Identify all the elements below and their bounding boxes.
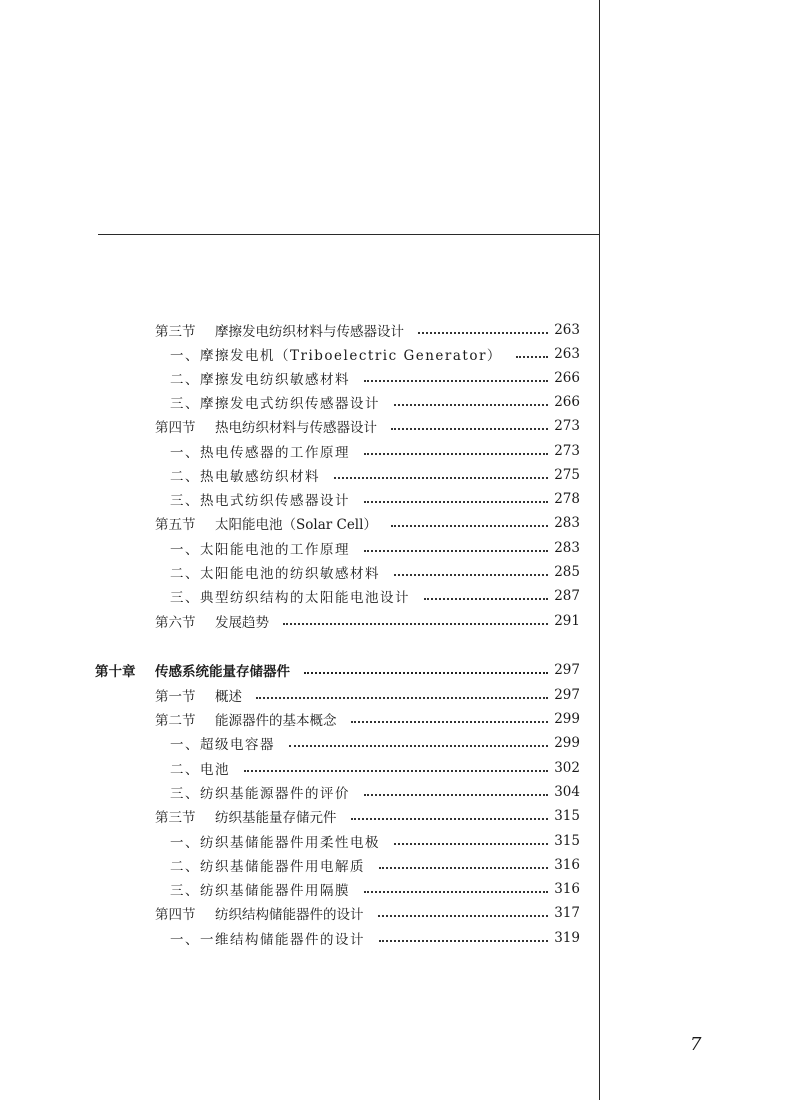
toc-section-entry [155,707,580,731]
section-number: 第三节 [155,810,196,826]
chapter-title: 传感系统能量存储器件 [155,664,290,680]
entry-title: 概述 [215,689,242,705]
entry-title: 一、太阳能电池的工作原理 [170,542,350,558]
chapter-number: 第十章 [95,664,136,680]
toc-subsection-entry [170,463,580,487]
page-number: 275 [554,467,580,483]
page-number: 273 [554,443,580,459]
entry-title: 一、超级电容器 [170,737,275,753]
entry-title: 太阳能电池（Solar Cell） [215,517,377,533]
page-number: 315 [554,808,580,824]
toc-subsection-entry [170,780,580,804]
dot-leader [516,354,548,358]
entry-title: 三、典型纺织结构的太阳能电池设计 [170,590,410,606]
entry-title: 二、热电敏感纺织材料 [170,469,320,485]
section-number: 第四节 [155,420,196,436]
page-number: 319 [554,930,580,946]
entry-title: 二、太阳能电池的纺织敏感材料 [170,566,380,582]
entry-title: 一、热电传感器的工作原理 [170,445,350,461]
dot-leader [334,475,548,479]
entry-title: 一、摩擦发电机（Triboelectric Generator） [170,348,502,364]
horizontal-rule [98,234,600,235]
toc-section-entry [155,414,580,438]
page-number: 285 [554,564,580,580]
toc-section-entry [155,683,580,707]
dot-leader [351,816,549,820]
section-number: 第六节 [155,615,196,631]
section-number: 第五节 [155,517,196,533]
toc-subsection-entry [170,439,580,463]
toc-subsection-entry [170,487,580,511]
page-number: 316 [554,881,580,897]
toc-subsection-entry [170,926,580,950]
page-number: 297 [554,687,580,703]
entry-title: 二、电池 [170,762,230,778]
entry-title: 发展趋势 [215,615,269,631]
section-number: 第二节 [155,713,196,729]
toc-subsection-entry [170,342,580,366]
page-number: 315 [554,833,580,849]
entry-title: 三、纺织基储能器件用隔膜 [170,883,350,899]
page-number: 283 [554,540,580,556]
page-number: 299 [554,735,580,751]
toc-subsection-entry [170,756,580,780]
entry-title: 三、摩擦发电式纺织传感器设计 [170,396,380,412]
page-number: 299 [554,711,580,727]
page-number: 316 [554,857,580,873]
dot-leader [418,330,548,334]
toc-subsection-entry [170,366,580,390]
dot-leader [304,670,548,674]
dot-leader [364,889,548,893]
toc-subsection-entry [170,829,580,853]
entry-title: 一、纺织基储能器件用柔性电极 [170,835,380,851]
dot-leader [391,426,548,430]
dot-leader [378,913,549,917]
page-number: 297 [554,662,580,678]
dot-leader [379,938,548,942]
page-folio: 7 [690,1034,702,1055]
dot-leader [394,402,548,406]
entry-title: 纺织基能量存储元件 [215,810,337,826]
entry-title: 一、一维结构储能器件的设计 [170,932,365,948]
toc-subsection-entry [170,853,580,877]
dot-leader [379,865,548,869]
dot-leader [364,792,548,796]
page-number: 317 [554,905,580,921]
dot-leader [364,451,548,455]
page-number: 304 [554,784,580,800]
dot-leader [391,523,548,527]
entry-title: 三、热电式纺织传感器设计 [170,493,350,509]
entry-title: 三、纺织基能源器件的评价 [170,786,350,802]
toc-subsection-entry [170,390,580,414]
entry-title: 摩擦发电纺织材料与传感器设计 [215,324,404,340]
dot-leader [283,621,548,625]
page-number: 287 [554,588,580,604]
dot-leader [424,596,548,600]
toc-subsection-entry [170,877,580,901]
dot-leader [244,768,548,772]
vertical-rule [599,0,600,1100]
entry-title: 纺织结构储能器件的设计 [215,907,364,923]
toc-section-entry [155,511,580,535]
dot-leader [394,572,548,576]
dot-leader [364,499,548,503]
page-number: 283 [554,515,580,531]
toc-subsection-entry [170,731,580,755]
section-number: 第四节 [155,907,196,923]
section-number: 第三节 [155,324,196,340]
toc-subsection-entry [170,560,580,584]
page-number: 302 [554,760,580,776]
toc-subsection-entry [170,584,580,608]
dot-leader [256,695,548,699]
dot-leader [351,719,549,723]
page-number: 263 [554,322,580,338]
page-number: 266 [554,370,580,386]
entry-title: 能源器件的基本概念 [215,713,337,729]
toc-section-entry [155,318,580,342]
toc-section-entry [155,901,580,925]
page-number: 273 [554,418,580,434]
toc-chapter-entry [95,658,580,682]
page-number: 291 [554,613,580,629]
section-number: 第一节 [155,689,196,705]
entry-title: 二、纺织基储能器件用电解质 [170,859,365,875]
toc-section-entry [155,609,580,633]
page-number: 278 [554,491,580,507]
page-number: 266 [554,394,580,410]
dot-leader [394,841,548,845]
toc-subsection-entry [170,536,580,560]
dot-leader [289,743,548,747]
page-number: 263 [554,346,580,362]
entry-title: 热电纺织材料与传感器设计 [215,420,377,436]
dot-leader [364,548,548,552]
toc-section-entry [155,804,580,828]
entry-title: 二、摩擦发电纺织敏感材料 [170,372,350,388]
dot-leader [364,378,548,382]
